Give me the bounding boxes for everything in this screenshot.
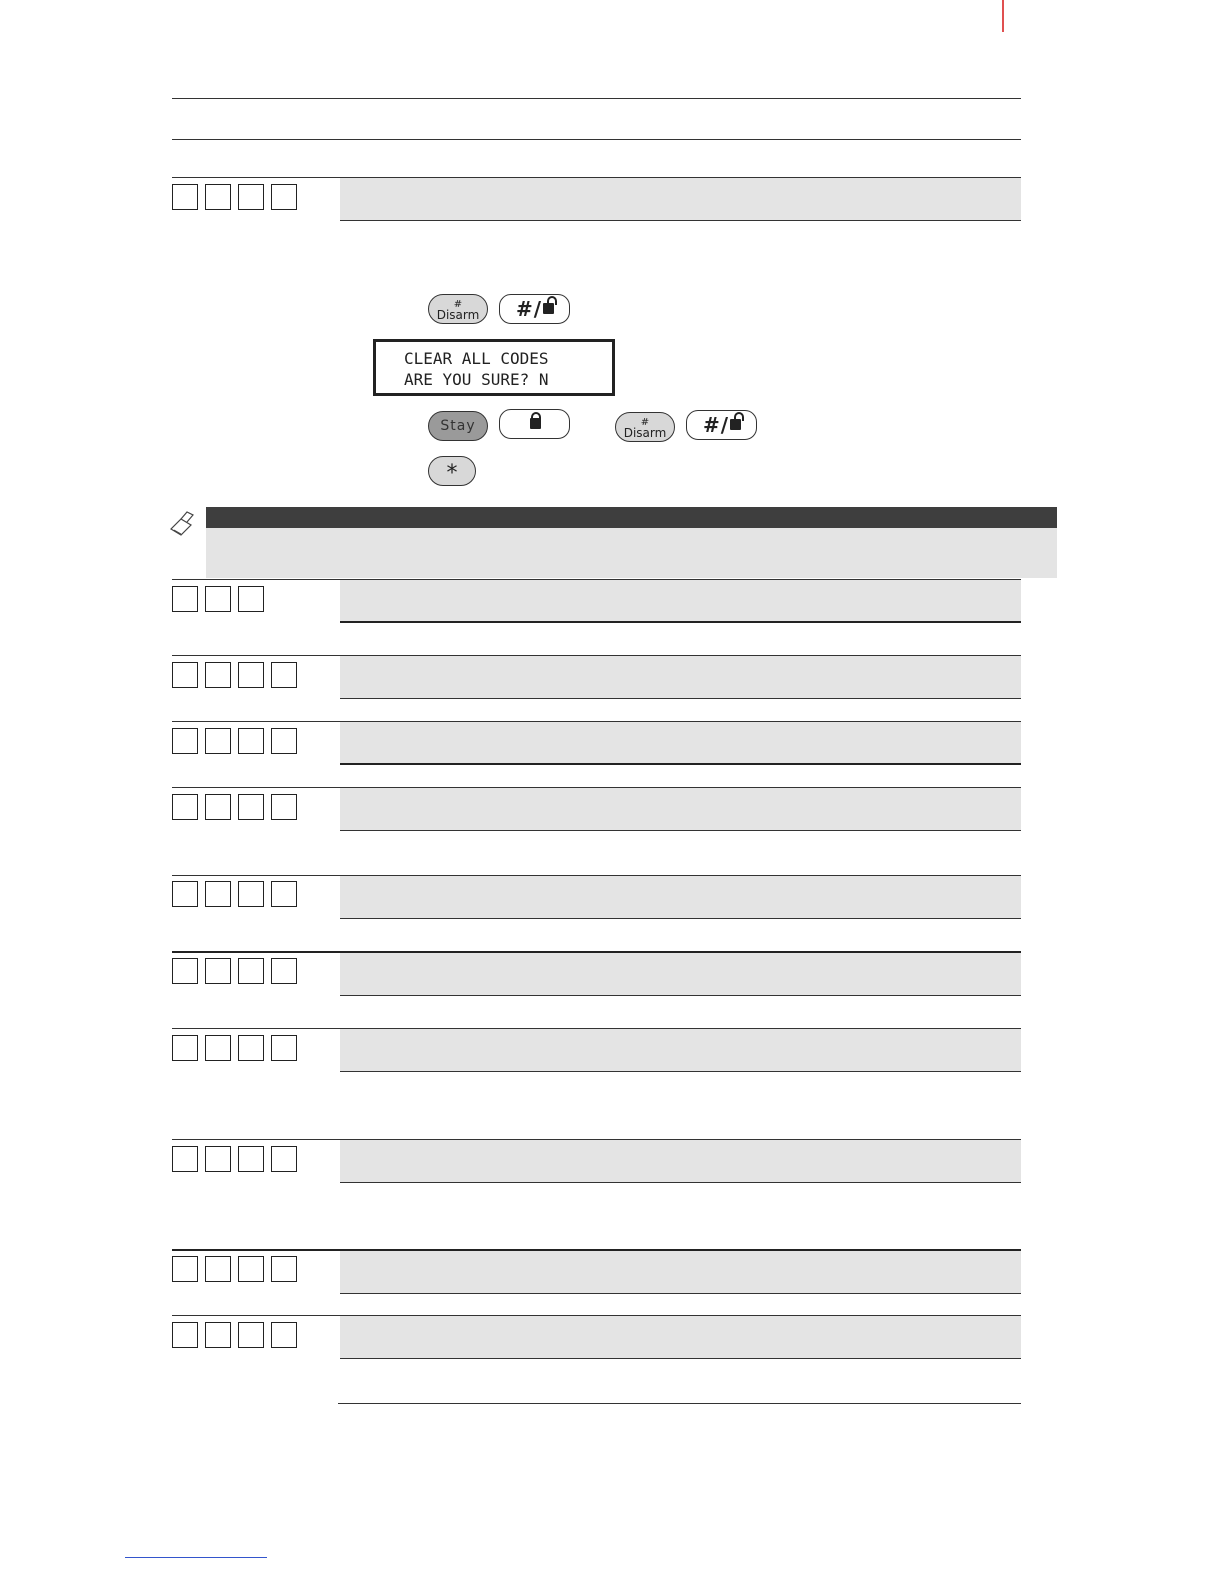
digit-box	[172, 728, 198, 754]
section-title-band	[340, 722, 1021, 763]
digit-box	[271, 728, 297, 754]
digit-box	[271, 184, 297, 210]
digit-box	[172, 662, 198, 688]
star-key-label: *	[446, 460, 458, 486]
section-band-rule	[340, 1293, 1021, 1294]
header-rule-bottom	[172, 139, 1021, 140]
section-band-rule	[340, 698, 1021, 699]
digit-box	[271, 958, 297, 984]
lcd-line-1: CLEAR ALL CODES	[404, 349, 549, 368]
option-code-boxes	[172, 184, 297, 210]
digit-box	[271, 794, 297, 820]
section-band-rule	[340, 1071, 1021, 1072]
digit-box	[205, 184, 231, 210]
digit-box	[205, 1035, 231, 1061]
option-code-boxes	[172, 1322, 297, 1348]
digit-box	[238, 794, 264, 820]
lock-icon	[530, 418, 540, 430]
digit-box	[172, 1035, 198, 1061]
digit-box	[238, 184, 264, 210]
digit-box	[238, 1146, 264, 1172]
option-code-boxes	[172, 1256, 297, 1282]
digit-box	[205, 958, 231, 984]
digit-box	[238, 958, 264, 984]
digit-box	[172, 1256, 198, 1282]
option-code-boxes	[172, 586, 264, 612]
section-band-rule	[340, 763, 1021, 765]
section-title-band	[340, 580, 1021, 621]
section-band-rule	[340, 220, 1021, 221]
digit-box	[172, 958, 198, 984]
digit-box	[238, 881, 264, 907]
digit-box	[238, 586, 264, 612]
digit-box	[271, 662, 297, 688]
digit-box	[238, 1256, 264, 1282]
note-header-bar	[206, 507, 1057, 528]
digit-box	[205, 662, 231, 688]
lcd-line-2: ARE YOU SURE? N	[404, 370, 549, 389]
digit-box	[271, 1035, 297, 1061]
lock-key	[499, 409, 570, 439]
option-code-boxes	[172, 794, 297, 820]
disarm-key-label: Disarm	[623, 426, 667, 440]
lcd-display	[373, 339, 615, 396]
digit-box	[271, 881, 297, 907]
stay-key	[428, 411, 488, 441]
digit-box	[205, 1256, 231, 1282]
unlock-icon	[543, 303, 553, 315]
option-code-boxes	[172, 662, 297, 688]
digit-box	[172, 1146, 198, 1172]
digit-box	[172, 586, 198, 612]
section-band-rule	[340, 1182, 1021, 1183]
section-title-band	[340, 1316, 1021, 1358]
digit-box	[238, 728, 264, 754]
section-title-band	[340, 1140, 1021, 1182]
section-title-band	[340, 178, 1021, 220]
section-band-rule	[340, 621, 1021, 623]
section-band-rule	[340, 918, 1021, 919]
digit-box	[205, 881, 231, 907]
digit-box	[238, 662, 264, 688]
option-code-boxes	[172, 958, 297, 984]
unlock-icon	[730, 419, 740, 431]
option-code-boxes	[172, 881, 297, 907]
digit-box	[271, 1256, 297, 1282]
stay-key-label: Stay	[440, 418, 476, 434]
hash-unlock-key-alt	[686, 410, 757, 440]
hash-key-label: #/	[702, 413, 730, 437]
page-margin-mark	[1002, 0, 1004, 32]
digit-box	[205, 728, 231, 754]
disarm-key-alt	[615, 412, 675, 442]
section-band-rule	[340, 830, 1021, 831]
section-title-band	[340, 1029, 1021, 1071]
digit-box	[172, 184, 198, 210]
disarm-hash-glyph: #	[640, 417, 650, 428]
digit-box	[238, 1035, 264, 1061]
closing-rule	[338, 1403, 1021, 1404]
digit-box	[205, 794, 231, 820]
digit-box	[172, 881, 198, 907]
section-title-band	[340, 953, 1021, 995]
digit-box	[271, 1146, 297, 1172]
disarm-key-label: Disarm	[436, 308, 480, 322]
section-band-rule	[340, 1358, 1021, 1359]
digit-box	[172, 1322, 198, 1348]
digit-box	[205, 1146, 231, 1172]
digit-box	[172, 794, 198, 820]
section-title-band	[340, 788, 1021, 830]
note-pen-icon	[167, 509, 197, 539]
hash-unlock-key	[499, 294, 570, 324]
star-key	[428, 456, 476, 486]
digit-box	[205, 1322, 231, 1348]
section-title-band	[340, 1251, 1021, 1293]
disarm-key	[428, 294, 488, 324]
header-rule-top	[172, 98, 1021, 99]
option-code-boxes	[172, 1146, 297, 1172]
footer-link-underline[interactable]	[125, 1557, 267, 1558]
option-code-boxes	[172, 1035, 297, 1061]
disarm-hash-glyph: #	[453, 299, 463, 310]
section-title-band	[340, 876, 1021, 918]
section-title-band	[340, 656, 1021, 698]
digit-box	[238, 1322, 264, 1348]
note-body	[206, 528, 1057, 578]
hash-key-label: #/	[515, 297, 543, 321]
digit-box	[271, 1322, 297, 1348]
section-band-rule	[340, 995, 1021, 996]
digit-box	[205, 586, 231, 612]
option-code-boxes	[172, 728, 297, 754]
